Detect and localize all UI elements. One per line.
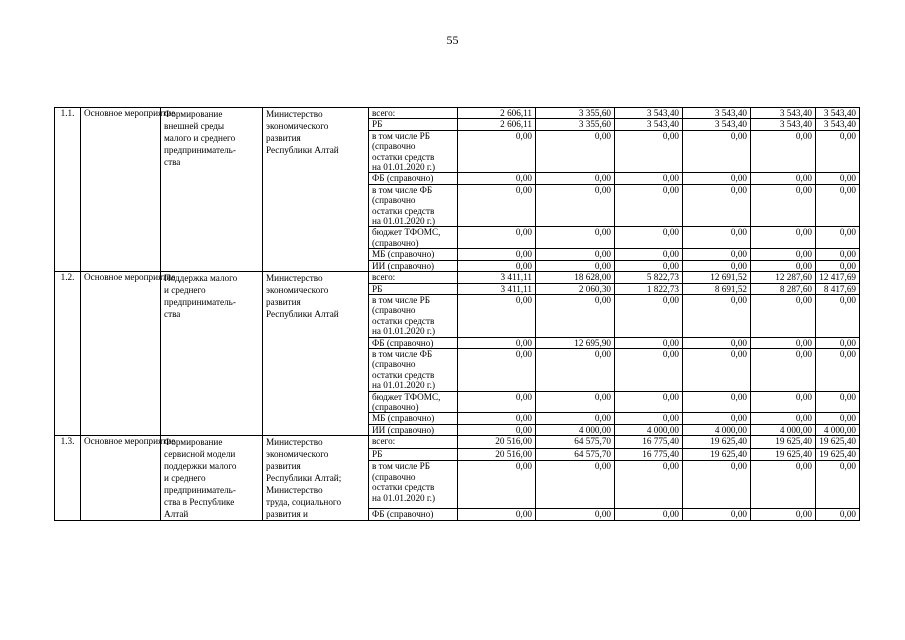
amount-cell: 0,00 [816, 130, 860, 173]
measure-name-line: и среднего [164, 285, 206, 296]
amount-cell: 0,00 [615, 413, 683, 424]
amount-cell: 3 411,11 [458, 272, 536, 283]
funding-source-line: в том числе РБ [372, 461, 431, 472]
amount-cell: 0,00 [536, 348, 615, 391]
amount-cell: 16 775,40 [615, 436, 683, 449]
amount-cell: 2 606,11 [458, 119, 536, 130]
amount-cell: 0,00 [683, 461, 751, 508]
amount-cell: 0,00 [458, 337, 536, 348]
measure-name-line: ства [164, 157, 181, 167]
amount-cell: 0,00 [458, 424, 536, 435]
amount-cell: 0,00 [683, 391, 751, 413]
amount-cell: 0,00 [816, 413, 860, 424]
funding-source-line: ИИ (справочно) [372, 260, 435, 271]
measure-name-line: предприниматель- [164, 297, 236, 308]
funding-source-line: в том числе РБ [372, 130, 431, 141]
amount-cell: 0,00 [816, 508, 860, 521]
amount-cell: 3 543,40 [751, 108, 816, 119]
amount-cell: 0,00 [683, 249, 751, 260]
amount-cell: 3 355,60 [536, 108, 615, 119]
amount-cell: 0,00 [458, 294, 536, 337]
measure-name [161, 272, 263, 436]
funding-source-line: остатки средств [372, 205, 435, 216]
amount-cell: 0,00 [536, 294, 615, 337]
amount-cell: 0,00 [683, 508, 751, 521]
amount-cell: 0,00 [536, 173, 615, 184]
amount-cell: 8 691,52 [683, 283, 751, 294]
responsible-executor-line: Республики Алтай [266, 145, 339, 155]
amount-cell: 0,00 [816, 461, 860, 508]
amount-cell: 18 628,00 [536, 272, 615, 283]
measure-name-line: поддержки малого [164, 461, 237, 472]
amount-cell: 20 516,00 [458, 448, 536, 461]
amount-cell: 0,00 [751, 173, 816, 184]
responsible-executor-line: развития [266, 133, 301, 143]
amount-cell: 3 355,60 [536, 119, 615, 130]
amount-cell: 0,00 [536, 227, 615, 249]
amount-cell: 0,00 [751, 130, 816, 173]
responsible-executor-line: Министерство [266, 437, 323, 448]
amount-cell: 0,00 [615, 294, 683, 337]
funding-source [369, 337, 458, 348]
amount-cell: 0,00 [751, 249, 816, 260]
funding-source [369, 436, 458, 449]
amount-cell: 4 000,00 [816, 424, 860, 435]
funding-source-line: (справочно) [372, 401, 419, 412]
amount-cell: 0,00 [536, 508, 615, 521]
amount-cell: 0,00 [751, 184, 816, 227]
measure-name-line: предприниматель- [164, 145, 236, 155]
amount-cell: 4 000,00 [751, 424, 816, 435]
funding-source-line: в том числе ФБ [372, 348, 433, 359]
amount-cell: 0,00 [458, 184, 536, 227]
amount-cell: 3 543,40 [683, 119, 751, 130]
table-row [55, 108, 860, 119]
amount-cell: 0,00 [816, 337, 860, 348]
funding-source-line: (справочно [372, 471, 416, 482]
measure-number: 1.2. [55, 272, 81, 436]
amount-cell: 0,00 [615, 508, 683, 521]
amount-cell: 19 625,40 [683, 436, 751, 449]
funding-source-line: в том числе ФБ [372, 184, 433, 195]
amount-cell: 4 000,00 [683, 424, 751, 435]
amount-cell: 0,00 [458, 249, 536, 260]
amount-cell: 0,00 [458, 227, 536, 249]
funding-source-line: всего: [372, 108, 396, 118]
funding-source-line: МБ (справочно) [372, 413, 435, 424]
funding-source-line: в том числе РБ [372, 294, 431, 305]
amount-cell: 0,00 [751, 391, 816, 413]
funding-source-line: ФБ (справочно) [372, 173, 434, 184]
funding-source [369, 173, 458, 184]
amount-cell: 64 575,70 [536, 448, 615, 461]
amount-cell: 12 417,69 [816, 272, 860, 283]
funding-source [369, 260, 458, 271]
amount-cell: 0,00 [683, 294, 751, 337]
amount-cell: 0,00 [751, 413, 816, 424]
funding-source-line: (справочно [372, 141, 416, 152]
amount-cell: 0,00 [683, 337, 751, 348]
amount-cell: 0,00 [816, 294, 860, 337]
amount-cell: 0,00 [751, 337, 816, 348]
funding-source [369, 508, 458, 521]
measure-name [161, 436, 263, 521]
amount-cell: 0,00 [683, 413, 751, 424]
amount-cell: 0,00 [615, 260, 683, 271]
funding-source-line: всего: [372, 436, 396, 447]
funding-source-line: остатки средств [372, 315, 435, 326]
funding-source [369, 108, 458, 119]
amount-cell: 0,00 [816, 348, 860, 391]
funding-source-line: ФБ (справочно) [372, 337, 434, 348]
measure-name [161, 108, 263, 272]
amount-cell: 0,00 [615, 227, 683, 249]
amount-cell: 0,00 [458, 348, 536, 391]
amount-cell: 0,00 [458, 461, 536, 508]
amount-cell: 3 543,40 [751, 119, 816, 130]
responsible-executor-line: развития и [266, 509, 308, 520]
amount-cell: 2 606,11 [458, 108, 536, 119]
funding-source-line: ИИ (справочно) [372, 424, 435, 435]
amount-cell: 0,00 [615, 391, 683, 413]
responsible-executor-line: труда, социального [266, 497, 342, 508]
funding-source-line: РБ [372, 448, 383, 459]
funding-source-line: РБ [372, 283, 383, 294]
responsible-executor-line: экономического [266, 285, 329, 296]
funding-source [369, 249, 458, 260]
funding-source [369, 227, 458, 249]
table-row [55, 272, 860, 283]
amount-cell: 5 822,73 [615, 272, 683, 283]
amount-cell: 2 060,30 [536, 283, 615, 294]
amount-cell: 0,00 [458, 130, 536, 173]
amount-cell: 1 822,73 [615, 283, 683, 294]
amount-cell: 20 516,00 [458, 436, 536, 449]
amount-cell: 16 775,40 [615, 448, 683, 461]
amount-cell: 3 543,40 [615, 119, 683, 130]
funding-source-line: РБ [372, 119, 383, 130]
responsible-executor [263, 436, 369, 521]
measure-name-line: и среднего [164, 473, 206, 484]
amount-cell: 0,00 [536, 184, 615, 227]
amount-cell: 19 625,40 [683, 448, 751, 461]
amount-cell: 12 287,60 [751, 272, 816, 283]
funding-source-line: на 01.01.2020 г.) [372, 380, 436, 391]
amount-cell: 4 000,00 [536, 424, 615, 435]
measure-name-line: сервисной модели [164, 449, 236, 460]
amount-cell: 0,00 [536, 260, 615, 271]
funding-source-line: на 01.01.2020 г.) [372, 162, 436, 173]
responsible-executor-line: Республики Алтай [266, 309, 339, 320]
funding-source-line: на 01.01.2020 г.) [372, 216, 436, 227]
responsible-executor-line: развития [266, 297, 301, 308]
amount-cell: 0,00 [816, 227, 860, 249]
measure-type: Основное мероприятие [81, 272, 161, 436]
amount-cell: 0,00 [751, 227, 816, 249]
amount-cell: 0,00 [458, 413, 536, 424]
page-number: 55 [446, 33, 459, 47]
amount-cell: 0,00 [458, 391, 536, 413]
amount-cell: 19 625,40 [816, 448, 860, 461]
funding-source [369, 119, 458, 130]
amount-cell: 0,00 [536, 249, 615, 260]
funding-source [369, 461, 458, 508]
amount-cell: 0,00 [615, 184, 683, 227]
amount-cell: 0,00 [816, 249, 860, 260]
responsible-executor-line: экономического [266, 121, 329, 131]
funding-source-line: (справочно [372, 195, 416, 206]
funding-source-line: (справочно [372, 359, 416, 370]
amount-cell: 0,00 [458, 260, 536, 271]
amount-cell: 64 575,70 [536, 436, 615, 449]
funding-source-line: на 01.01.2020 г.) [372, 492, 436, 503]
amount-cell: 3 543,40 [816, 108, 860, 119]
funding-source-line: остатки средств [372, 151, 435, 162]
amount-cell: 0,00 [458, 173, 536, 184]
funding-source-line: всего: [372, 272, 396, 283]
amount-cell: 3 543,40 [683, 108, 751, 119]
amount-cell: 4 000,00 [615, 424, 683, 435]
amount-cell: 0,00 [615, 337, 683, 348]
measure-name-line: предприниматель- [164, 485, 236, 496]
funding-source-line: ФБ (справочно) [372, 508, 434, 519]
amount-cell: 0,00 [751, 348, 816, 391]
funding-source-line: на 01.01.2020 г.) [372, 326, 436, 337]
measure-name-line: внешней среды [164, 121, 225, 131]
amount-cell: 0,00 [683, 227, 751, 249]
funding-source-line: МБ (справочно) [372, 249, 435, 260]
amount-cell: 3 543,40 [816, 119, 860, 130]
funding-source [369, 130, 458, 173]
amount-cell: 0,00 [683, 173, 751, 184]
funding-source-line: бюджет ТФОМС, [372, 391, 441, 402]
amount-cell: 0,00 [615, 348, 683, 391]
responsible-executor-line: экономического [266, 449, 329, 460]
responsible-executor-line: Республики Алтай; [266, 473, 342, 484]
table-row [55, 436, 860, 449]
amount-cell: 0,00 [751, 508, 816, 521]
measure-name-line: Алтай [164, 509, 189, 520]
amount-cell: 0,00 [615, 130, 683, 173]
amount-cell: 0,00 [683, 348, 751, 391]
funding-source-line: (справочно [372, 305, 416, 316]
funding-source-line: остатки средств [372, 369, 435, 380]
amount-cell: 0,00 [751, 461, 816, 508]
funding-source-line: (справочно) [372, 237, 419, 248]
measure-number: 1.1. [55, 108, 81, 272]
funding-source [369, 424, 458, 435]
amount-cell: 0,00 [683, 184, 751, 227]
budget-table [54, 107, 860, 521]
amount-cell: 0,00 [536, 391, 615, 413]
amount-cell: 0,00 [536, 130, 615, 173]
amount-cell: 19 625,40 [816, 436, 860, 449]
responsible-executor [263, 108, 369, 272]
funding-source [369, 391, 458, 413]
measure-name-line: малого и среднего [164, 133, 236, 143]
amount-cell: 19 625,40 [751, 436, 816, 449]
funding-source [369, 294, 458, 337]
amount-cell: 0,00 [683, 130, 751, 173]
amount-cell: 19 625,40 [751, 448, 816, 461]
measure-type: Основное мероприятие [81, 436, 161, 521]
amount-cell: 8 287,60 [751, 283, 816, 294]
amount-cell: 0,00 [816, 173, 860, 184]
amount-cell: 12 695,90 [536, 337, 615, 348]
funding-source-line: бюджет ТФОМС, [372, 227, 441, 238]
amount-cell: 0,00 [683, 260, 751, 271]
measure-number: 1.3. [55, 436, 81, 521]
amount-cell: 0,00 [751, 260, 816, 271]
amount-cell: 0,00 [816, 260, 860, 271]
amount-cell: 0,00 [536, 413, 615, 424]
responsible-executor-line: Министерство [266, 109, 323, 119]
amount-cell: 0,00 [615, 461, 683, 508]
funding-source [369, 413, 458, 424]
amount-cell: 3 543,40 [615, 108, 683, 119]
amount-cell: 0,00 [536, 461, 615, 508]
amount-cell: 0,00 [816, 391, 860, 413]
measure-name-line: Формирование [164, 437, 223, 448]
measure-type: Основное мероприятие [81, 108, 161, 272]
responsible-executor-line: Министерство [266, 273, 323, 284]
amount-cell: 8 417,69 [816, 283, 860, 294]
responsible-executor [263, 272, 369, 436]
funding-source [369, 448, 458, 461]
measure-name-line: ства [164, 309, 181, 320]
funding-source [369, 283, 458, 294]
amount-cell: 0,00 [615, 249, 683, 260]
funding-source [369, 348, 458, 391]
funding-source-line: остатки средств [372, 482, 435, 493]
responsible-executor-line: развития [266, 461, 301, 472]
amount-cell: 0,00 [458, 508, 536, 521]
funding-source [369, 272, 458, 283]
measure-name-line: ства в Республике [164, 497, 235, 508]
amount-cell: 12 691,52 [683, 272, 751, 283]
amount-cell: 0,00 [615, 173, 683, 184]
funding-source [369, 184, 458, 227]
amount-cell: 0,00 [751, 294, 816, 337]
amount-cell: 3 411,11 [458, 283, 536, 294]
measure-name-line: Формирование [164, 109, 223, 119]
measure-name-line: Поддержка малого [164, 273, 238, 284]
amount-cell: 0,00 [816, 184, 860, 227]
responsible-executor-line: Министерство [266, 485, 323, 496]
